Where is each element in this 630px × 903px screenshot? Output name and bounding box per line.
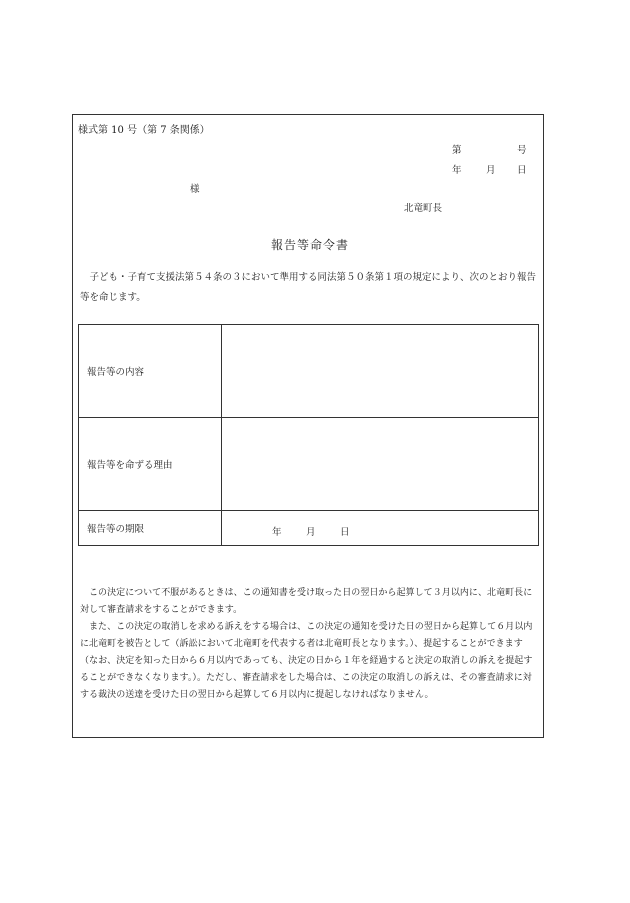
issuer-name: 北竜町長 xyxy=(404,203,443,214)
lawsuit-notice-paragraph: また、この決定の取消しを求める訴えをする場合は、この決定の通知を受けた日の翌日から起算して６月以内に北竜町を被告として（訴訟において北竜町を代表する者は北竜町長となります。）、提起することができます（なお、決定を知った日から６月以内であっても、決定の日から１年を経過すると決定の取消しの訴えを提起することができなくなります。）。ただし、審査請求をした場合は、この決定の取消しの訴えは、その審査請求に対する裁決の送達を受けた日の翌日から起算して６月以内に提起しなければなりません。 xyxy=(80,622,533,700)
document-number-prefix: 第 xyxy=(452,145,462,156)
row-value-reason xyxy=(222,418,539,511)
issue-date-day: 日 xyxy=(517,165,527,176)
issue-date-month: 月 xyxy=(486,165,496,176)
document-number-suffix: 号 xyxy=(517,145,527,156)
deadline-year: 年 xyxy=(272,527,282,538)
row-label-reason: 報告等を命ずる理由 xyxy=(79,418,222,511)
appeal-notice-paragraph: この決定について不服があるときは、この通知書を受け取った日の翌日から起算して３月以内に、北竜町長に対して審査請求をすることができます。 xyxy=(80,588,533,615)
issue-date-year: 年 xyxy=(452,165,462,176)
table-row xyxy=(79,418,539,511)
recipient-honorific: 様 xyxy=(190,184,200,195)
deadline-day: 日 xyxy=(340,527,350,538)
report-order-table xyxy=(78,324,539,546)
document-title: 報告等命令書 xyxy=(270,238,349,252)
row-value-content xyxy=(222,325,539,418)
row-label-deadline: 報告等の期限 xyxy=(79,511,222,546)
row-label-content: 報告等の内容 xyxy=(79,325,222,418)
form-number-label: 様式第 10 号（第 7 条関係） xyxy=(78,125,210,136)
row-value-deadline xyxy=(222,511,539,546)
intro-paragraph: 子ども・子育て支援法第５４条の３において準用する同法第５０条第１項の規定により、次のとおり報告等を命じます。 xyxy=(80,272,537,303)
table-row xyxy=(79,325,539,418)
deadline-month: 月 xyxy=(306,527,316,538)
